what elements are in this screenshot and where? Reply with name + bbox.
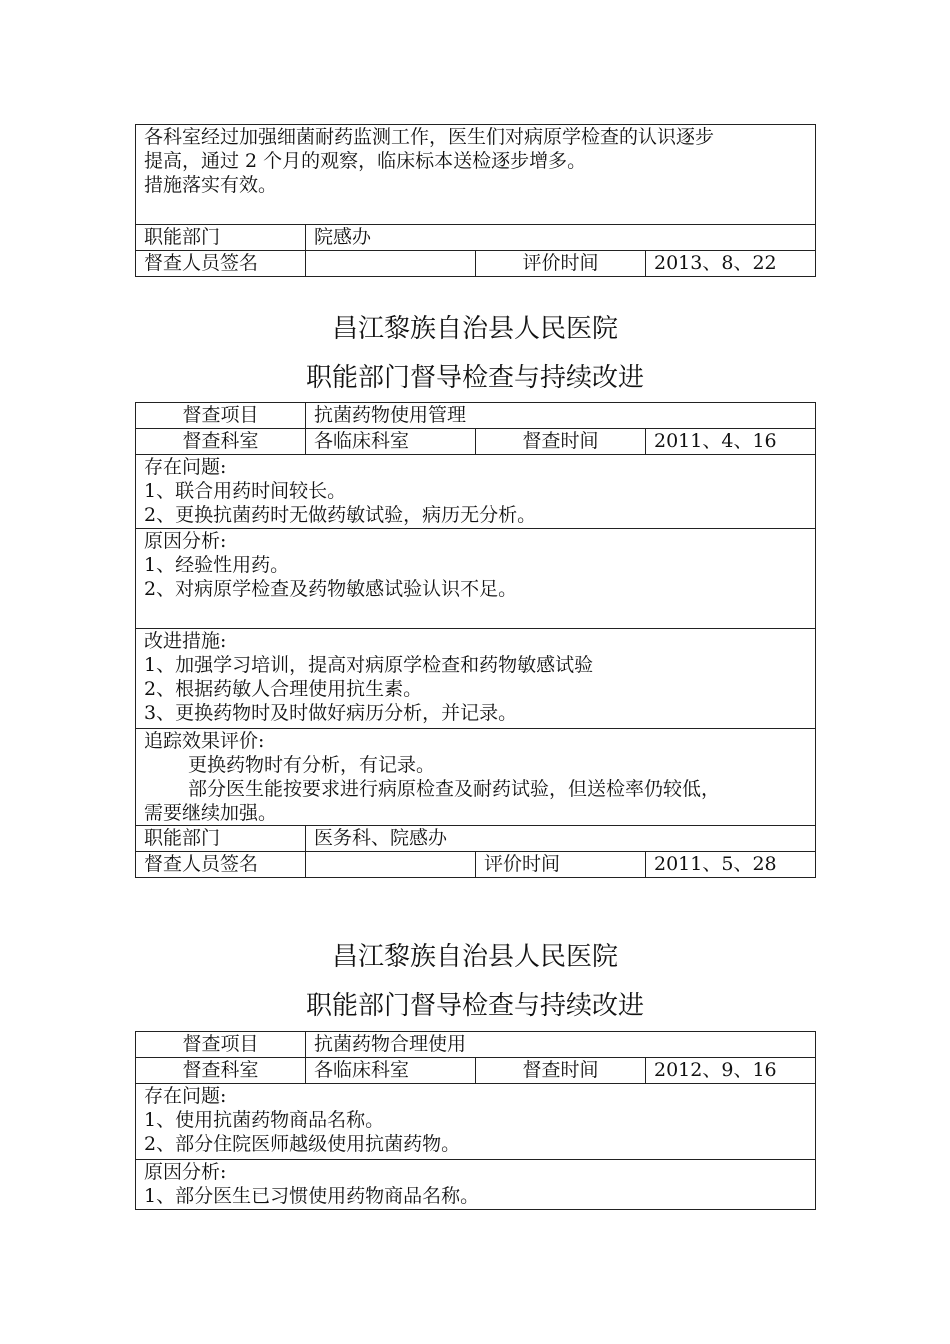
eval-value: 2011、5、28: [646, 852, 816, 878]
measure-line: 1、加强学习培训，提高对病原学检查和药物敏感试验: [144, 654, 594, 676]
effect-line: 各科室经过加强细菌耐药监测工作，医生们对病原学检查的认识逐步: [144, 126, 715, 148]
effect-line: 措施落实有效。: [144, 174, 278, 196]
time-label: 督查时间: [476, 1058, 646, 1084]
dept-label: 职能部门: [136, 826, 306, 852]
table-inspection-2011: [135, 402, 816, 878]
cause-title: 原因分析:: [144, 1161, 227, 1183]
item-value: 抗菌药物合理使用: [306, 1032, 816, 1058]
problem-cell: [136, 455, 816, 529]
table-inspection-2012: [135, 1031, 816, 1210]
problem-line: 1、联合用药时间较长。: [144, 480, 347, 502]
time-label: 督查时间: [476, 429, 646, 455]
effect-cell: [136, 125, 816, 225]
item-value: 抗菌药物使用管理: [306, 403, 816, 429]
room-value: 各临床科室: [306, 1058, 476, 1084]
effect-line: 提高，通过 2 个月的观察，临床标本送检逐步增多。: [144, 150, 587, 172]
table-previous-record: [135, 124, 816, 277]
eval-value: 2013、8、22: [646, 251, 816, 277]
effect-title: 追踪效果评价:: [144, 730, 265, 752]
hospital-title: 昌江黎族自治县人民医院: [331, 314, 618, 344]
cause-cell: [136, 529, 816, 629]
measure-line: 2、根据药敏人合理使用抗生素。: [144, 678, 423, 700]
room-value: 各临床科室: [306, 429, 476, 455]
sign-label: 督查人员签名: [136, 251, 306, 277]
cause-cell: [136, 1160, 816, 1210]
effect-cell: [136, 729, 816, 826]
cause-line: 2、对病原学检查及药物敏感试验认识不足。: [144, 578, 518, 600]
problem-cell: [136, 1084, 816, 1160]
sign-value[interactable]: [306, 251, 476, 277]
eval-label: 评价时间: [476, 251, 646, 277]
measure-cell: [136, 629, 816, 729]
time-value: 2011、4、16: [646, 429, 816, 455]
measure-title: 改进措施:: [144, 630, 227, 652]
room-label: 督查科室: [136, 429, 306, 455]
cause-line: 1、经验性用药。: [144, 554, 290, 576]
form-subtitle: 职能部门督导检查与持续改进: [305, 363, 644, 393]
item-label: 督查项目: [136, 403, 306, 429]
eval-label: 评价时间: [476, 852, 646, 878]
problem-line: 2、部分住院医师越级使用抗菌药物。: [144, 1133, 461, 1155]
problem-title: 存在问题:: [144, 1085, 227, 1107]
time-value: 2012、9、16: [646, 1058, 816, 1084]
hospital-title: 昌江黎族自治县人民医院: [331, 942, 618, 972]
item-label: 督查项目: [136, 1032, 306, 1058]
dept-value: 医务科、院感办: [306, 826, 816, 852]
cause-line: 1、部分医生已习惯使用药物商品名称。: [144, 1185, 480, 1207]
dept-value: 院感办: [306, 225, 816, 251]
problem-line: 1、使用抗菌药物商品名称。: [144, 1109, 385, 1131]
room-label: 督查科室: [136, 1058, 306, 1084]
sign-value[interactable]: [306, 852, 476, 878]
effect-line: 需要继续加强。: [144, 802, 278, 824]
effect-line: 更换药物时有分析，有记录。: [188, 754, 436, 776]
problem-title: 存在问题:: [144, 456, 227, 478]
effect-line: 部分医生能按要求进行病原检查及耐药试验，但送检率仍较低，: [188, 778, 721, 800]
sign-label: 督查人员签名: [136, 852, 306, 878]
form-subtitle: 职能部门督导检查与持续改进: [305, 991, 644, 1021]
problem-line: 2、更换抗菌药时无做药敏试验，病历无分析。: [144, 504, 537, 526]
cause-title: 原因分析:: [144, 530, 227, 552]
dept-label: 职能部门: [136, 225, 306, 251]
measure-line: 3、更换药物时及时做好病历分析，并记录。: [144, 702, 518, 724]
